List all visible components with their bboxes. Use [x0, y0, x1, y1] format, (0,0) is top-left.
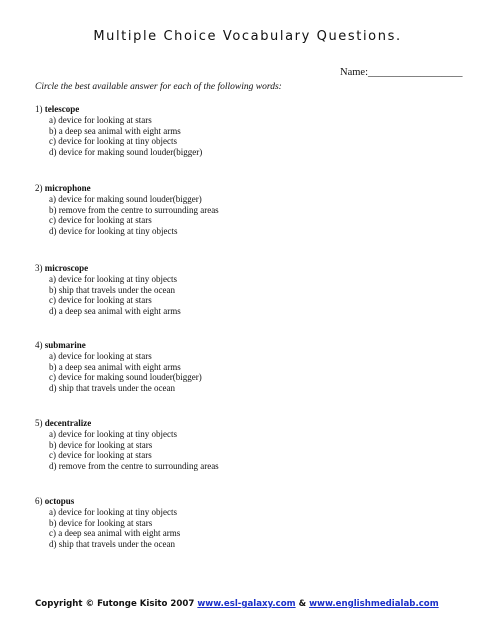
name-field-line: Name:__________________: [340, 67, 463, 78]
question-header: [35, 418, 219, 429]
footer-copyright: [35, 599, 439, 609]
question-number: 5): [35, 418, 43, 428]
question-1: [35, 104, 202, 158]
answer-option[interactable]: b) ship that travels under the ocean: [49, 284, 175, 295]
question-header: [35, 183, 219, 194]
footer-separator: &: [295, 599, 310, 609]
question-header: [35, 263, 181, 274]
question-number: 1): [35, 104, 43, 114]
answer-option[interactable]: a) device for looking at tiny objects: [49, 506, 177, 517]
question-word: decentralize: [44, 418, 92, 428]
question-word: telescope: [44, 104, 80, 114]
question-4: [35, 340, 202, 394]
esl-galaxy-link[interactable]: www.esl-galaxy.com: [197, 599, 296, 609]
question-word: microphone: [44, 183, 91, 193]
answer-option[interactable]: d) remove from the centre to surrounding areas: [49, 461, 219, 472]
answer-option[interactable]: d) device for making sound louder(bigger): [49, 147, 203, 158]
answer-option[interactable]: b) device for looking at stars: [49, 439, 153, 450]
question-word: submarine: [44, 340, 86, 350]
answer-option[interactable]: d) device for looking at tiny objects: [49, 226, 178, 237]
answer-option[interactable]: c) device for making sound louder(bigger): [49, 372, 202, 383]
answer-option[interactable]: c) a deep sea animal with eight arms: [49, 528, 181, 539]
answer-option[interactable]: c) device for looking at stars: [49, 215, 152, 226]
answer-option[interactable]: a) device for looking at stars: [49, 114, 152, 125]
answer-option[interactable]: a) device for looking at tiny objects: [49, 273, 177, 284]
answer-option[interactable]: a) device for looking at tiny objects: [49, 428, 177, 439]
answer-option[interactable]: c) device for looking at stars: [49, 450, 152, 461]
question-3: [35, 263, 181, 317]
question-number: 2): [35, 183, 43, 193]
question-word: octopus: [44, 496, 75, 506]
answer-option[interactable]: b) device for looking at stars: [49, 517, 153, 528]
copyright-text: Copyright © Futonge Kisito 2007: [35, 599, 198, 609]
question-number: 4): [35, 340, 43, 350]
answer-option[interactable]: c) device for looking at stars: [49, 295, 152, 306]
answer-option[interactable]: b) remove from the centre to surrounding areas: [49, 204, 219, 215]
question-header: [35, 340, 202, 351]
answer-option[interactable]: b) a deep sea animal with eight arms: [49, 361, 181, 372]
question-header: [35, 104, 202, 115]
question-number: 6): [35, 496, 43, 506]
answer-option[interactable]: a) device for looking at stars: [49, 350, 152, 361]
answer-option[interactable]: a) device for making sound louder(bigger): [49, 193, 202, 204]
page-title: Multiple Choice Vocabulary Questions.: [93, 29, 402, 44]
question-header: [35, 496, 180, 507]
englishmedialab-link[interactable]: www.englishmedialab.com: [309, 599, 439, 609]
answer-option[interactable]: d) a deep sea animal with eight arms: [49, 306, 181, 317]
question-2: [35, 183, 219, 237]
answer-option[interactable]: d) ship that travels under the ocean: [49, 383, 175, 394]
answer-option[interactable]: c) device for looking at tiny objects: [49, 136, 177, 147]
question-5: [35, 418, 219, 472]
question-number: 3): [35, 263, 43, 273]
question-6: [35, 496, 180, 550]
instructions: Circle the best available answer for each of the following words:: [35, 82, 282, 92]
question-word: microscope: [44, 263, 89, 273]
answer-option[interactable]: d) ship that travels under the ocean: [49, 539, 175, 550]
answer-option[interactable]: b) a deep sea animal with eight arms: [49, 125, 181, 136]
